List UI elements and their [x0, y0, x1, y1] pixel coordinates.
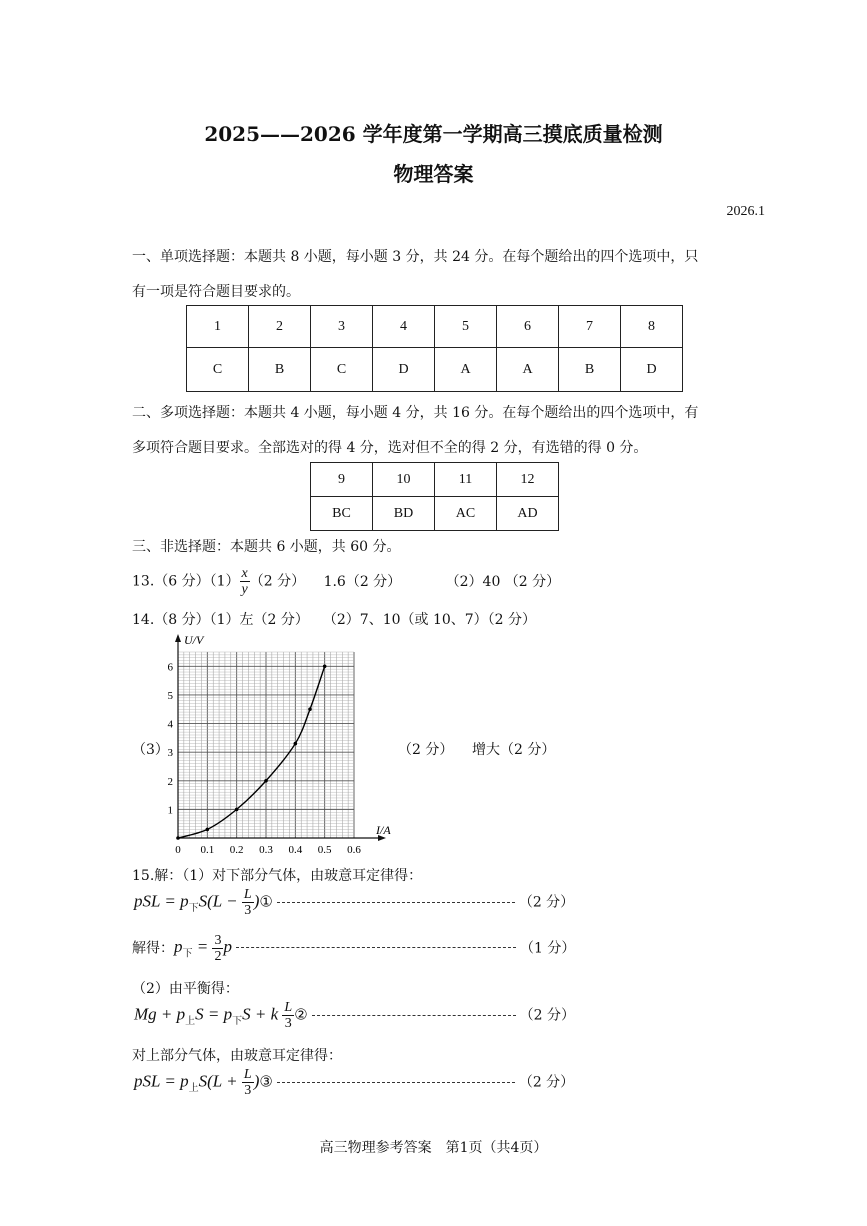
- q15-eq2-score: （1 分）: [519, 940, 576, 957]
- y-tick-label: 4: [167, 718, 173, 731]
- x-tick-label: 0.5: [317, 844, 332, 856]
- q14-line: 14.（8 分）（1）左（2 分） （2）7、10（或 10、7）（2 分）: [132, 612, 537, 628]
- q15-eq1-score: （2 分）: [518, 894, 575, 911]
- section3-intro: 三、非选择题：本题共 6 小题，共 60 分。: [132, 539, 401, 555]
- multi-choice-answer-row: [311, 497, 559, 531]
- single-choice-answer-row: [187, 348, 683, 392]
- table-cell-number: 8: [621, 306, 683, 348]
- q15-equation-3: $Mg + p_上S = p_下S + k$ $\frac{L}{3}$ ② （2 分）: [134, 1000, 576, 1031]
- table-cell-number: 6: [497, 306, 559, 348]
- table-cell-answer: A: [435, 348, 497, 392]
- x-tick-label: 0.1: [200, 844, 215, 856]
- single-choice-answer-table: [186, 305, 683, 392]
- y-tick-label: 6: [167, 661, 173, 674]
- y-tick-label: 2: [167, 775, 173, 788]
- equation-marker-2: ②: [294, 1007, 308, 1024]
- data-point: [264, 779, 268, 783]
- q13-part2: （2）40 （2 分）: [445, 573, 561, 590]
- q15-eq3-score: （2 分）: [519, 1007, 576, 1024]
- q15-equation-1: pSL = $p_下S(L$ − $\frac{L}{3}$ )① （2 分）: [134, 887, 575, 918]
- q14-part3-answer: 增大（2 分）: [472, 742, 556, 758]
- y-tick-label: 1: [167, 804, 173, 817]
- y-tick-label: 3: [167, 747, 173, 760]
- page-footer: 高三物理参考答案 第1页（共4页）: [319, 1140, 548, 1156]
- table-cell-number: 12: [497, 463, 559, 497]
- fraction-l-over-3: $\frac{L}{3}$: [284, 1000, 293, 1031]
- table-cell-number: 1: [187, 306, 249, 348]
- table-cell-number: 9: [311, 463, 373, 497]
- table-cell-answer: AD: [497, 497, 559, 531]
- q15-line1: 15.解：（1）对下部分气体，由玻意耳定律得：: [132, 868, 423, 884]
- x-tick-label: 0.2: [229, 844, 244, 856]
- table-cell-number: 7: [559, 306, 621, 348]
- table-cell-number: 10: [373, 463, 435, 497]
- table-cell-answer: A: [497, 348, 559, 392]
- x-tick-label: 0.3: [259, 844, 273, 856]
- x-tick-label: 0.4: [288, 844, 303, 856]
- table-cell-answer: AC: [435, 497, 497, 531]
- table-cell-answer: D: [621, 348, 683, 392]
- table-cell-answer: D: [373, 348, 435, 392]
- section2-intro-line2: 多项符合题目要求。全部选对的得 4 分，选对但不全的得 2 分，有选错的得 0 分。: [132, 440, 648, 456]
- data-point: [206, 828, 210, 832]
- q13-part1-score: （2 分）: [249, 573, 306, 590]
- single-choice-number-row: [187, 306, 683, 348]
- fraction-l-over-3: $\frac{L}{3}$: [243, 1067, 252, 1098]
- leader-line: [277, 902, 515, 903]
- data-point: [235, 808, 239, 812]
- q15-solve-label: 解得：: [132, 940, 174, 957]
- x-axis-label: I/A: [376, 823, 391, 837]
- q15-eq4-score: （2 分）: [518, 1074, 575, 1091]
- table-cell-answer: BC: [311, 497, 373, 531]
- section1-intro-line2: 有一项是符合题目要求的。: [132, 284, 300, 300]
- q14-part3-label: （3）: [132, 742, 169, 758]
- y-axis-label: U/V: [184, 633, 204, 647]
- leader-line: [312, 1015, 516, 1016]
- section1-intro-line1: 一、单项选择题：本题共 8 小题，每小题 3 分，共 24 分。在每个题给出的四个选项中，只: [132, 249, 699, 265]
- table-cell-number: 3: [311, 306, 373, 348]
- document-title: 2025——2026 学年度第一学期高三摸底质量检测: [204, 122, 663, 146]
- table-cell-number: 5: [435, 306, 497, 348]
- q15-upper-label: 对上部分气体，由玻意耳定律得：: [132, 1048, 342, 1064]
- data-point: [323, 665, 327, 669]
- multi-choice-number-row: [311, 463, 559, 497]
- section2-intro-line1: 二、多项选择题：本题共 4 小题，每小题 4 分，共 16 分。在每个题给出的四个选项中，有: [132, 405, 699, 421]
- q13-fraction-denominator: y: [241, 582, 248, 597]
- table-cell-answer: B: [559, 348, 621, 392]
- document-date: 2026.1: [726, 204, 765, 219]
- q15-equation-4: pSL = $p_上S(L$ + $\frac{L}{3}$ )③ （2 分）: [134, 1067, 575, 1098]
- q13-answer: [132, 566, 560, 597]
- table-cell-number: 4: [373, 306, 435, 348]
- q13-part1b: 1.6（2 分）: [323, 573, 402, 590]
- y-tick-label: 5: [167, 689, 173, 702]
- data-point: [176, 836, 180, 840]
- data-point: [294, 742, 298, 746]
- table-cell-answer: BD: [373, 497, 435, 531]
- data-point: [308, 707, 312, 711]
- q15-part2-label: （2）由平衡得：: [132, 981, 239, 997]
- q13-prefix: 13.（6 分）（1）: [132, 573, 240, 590]
- fraction-3-over-2: $\frac{3}{2}$: [214, 933, 222, 964]
- table-cell-answer: B: [249, 348, 311, 392]
- q14-part3-score: （2 分）: [398, 742, 454, 758]
- table-cell-answer: C: [187, 348, 249, 392]
- x-tick-label: 0: [175, 844, 181, 856]
- table-cell-number: 11: [435, 463, 497, 497]
- table-cell-answer: C: [311, 348, 373, 392]
- table-cell-number: 2: [249, 306, 311, 348]
- q15-equation-2: 解得：$p_下$ = $\frac{3}{2}$ p （1 分）: [132, 933, 576, 964]
- multi-choice-answer-table: [310, 462, 559, 531]
- leader-line: [277, 1082, 515, 1083]
- equation-marker-1: ①: [259, 894, 273, 911]
- leader-line: [236, 947, 516, 948]
- equation-marker-3: ③: [259, 1074, 273, 1091]
- document-subtitle: 物理答案: [393, 162, 474, 186]
- x-tick-label: 0.6: [347, 844, 361, 856]
- u-i-graph: [160, 632, 400, 858]
- y-axis-arrow: [175, 634, 181, 642]
- q13-fraction-numerator: x: [241, 566, 248, 581]
- q13-fraction: [240, 566, 250, 597]
- fraction-l-over-3: $\frac{L}{3}$: [243, 887, 252, 918]
